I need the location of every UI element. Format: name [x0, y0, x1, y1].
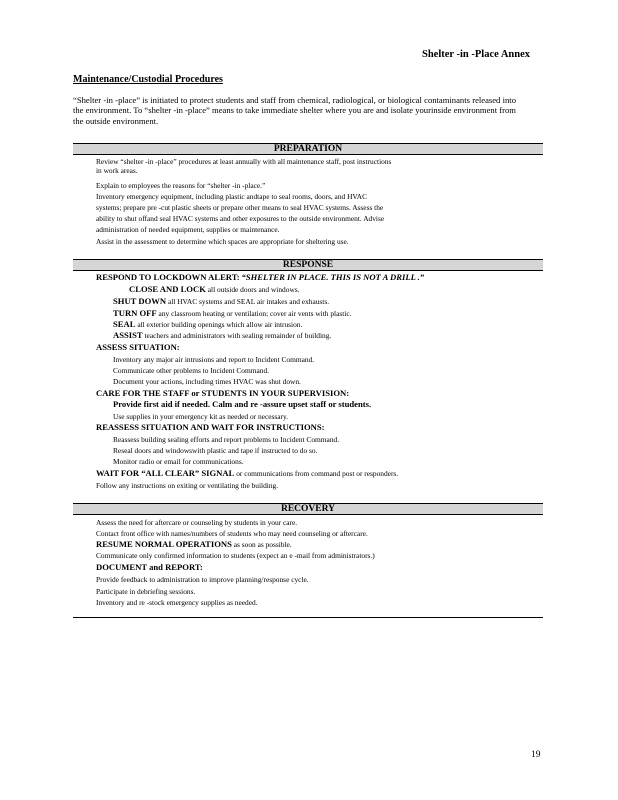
seal-label: SEAL — [113, 319, 136, 329]
follow-line: Follow any instructions on exiting or ventilating the building. — [96, 481, 279, 490]
shut-down-line — [113, 297, 329, 306]
prep-line: ability to shut offand seal HVAC systems and other exposures to the outside environment. Advise — [96, 214, 385, 223]
prep-line: Inventory emergency equipment, including plastic andtape to seal rooms, doors, and HVAC — [96, 192, 368, 201]
prep-line: administration of needed equipment, supplies or maintenance. — [96, 225, 280, 234]
shut-down-label: SHUT DOWN — [113, 296, 167, 306]
resume-heading: RESUME NORMAL OPERATIONS — [96, 539, 232, 549]
reassess-line: Reassess building sealing efforts and report problems to Incident Command. — [113, 435, 340, 444]
recovery-line: Participate in debriefing sessions. — [96, 587, 196, 596]
procedures-subheading: Maintenance/Custodial Procedures — [73, 74, 223, 85]
recovery-line: Inventory and re -stock emergency supplies as needed. — [96, 598, 258, 607]
recovery-title: RECOVERY — [280, 504, 336, 514]
intro-paragraph: “Shelter -in -place” is initiated to protect students and staff from chemical, radiological, or biological contaminants released into the environment. To “shelter -in -place” means to take immediate shelter where you are and isolate yourinside environment from the outside environment. — [73, 95, 516, 126]
shut-down-text: all HVAC systems and SEAL air intakes and exhausts. — [167, 297, 330, 306]
prep-line: Assist in the assessment to determine which spaces are appropriate for sheltering use. — [96, 237, 349, 246]
recovery-line: Assess the need for aftercare or counseling by students in your care. — [96, 518, 298, 527]
assess-line: Inventory any major air intrusions and report to Incident Command. — [113, 355, 315, 364]
close-lock-label: CLOSE AND LOCK — [129, 284, 206, 294]
care-line: Use supplies in your emergency kit as needed or necessary. — [113, 412, 289, 421]
recovery-line: Contact front office with names/numbers of students who may need counseling or aftercare. — [96, 529, 368, 538]
reassess-line: Reseal doors and windowswith plastic and tape if instructed to do so. — [113, 446, 318, 455]
page-number: 19 — [531, 750, 541, 760]
preparation-band — [73, 143, 543, 155]
turn-off-label: TURN OFF — [113, 308, 157, 318]
close-lock-line — [129, 285, 300, 294]
prep-line: Explain to employees the reasons for “shelter -in -place.” — [96, 181, 266, 190]
prep-line: in work areas. — [96, 166, 138, 175]
preparation-title: PREPARATION — [273, 144, 343, 154]
seal-line — [113, 320, 302, 329]
turn-off-text: any classroom heating or ventilation; cover air vents with plastic. — [158, 309, 352, 318]
wait-label: WAIT FOR “ALL CLEAR” SIGNAL — [96, 468, 235, 478]
response-title: RESPONSE — [282, 260, 334, 270]
care-heading: CARE FOR THE STAFF or STUDENTS IN YOUR SUPERVISION: — [96, 388, 350, 398]
turn-off-line — [113, 309, 351, 318]
recovery-line: Provide feedback to administration to improve planning/response cycle. — [96, 575, 309, 584]
shelter-alert-text: “SHELTER IN PLACE. THIS IS NOT A DRILL .” — [241, 272, 425, 282]
reassess-heading: REASSESS SITUATION AND WAIT FOR INSTRUCTIONS: — [96, 422, 325, 432]
assist-label: ASSIST — [113, 330, 143, 340]
respond-heading: RESPOND TO LOCKDOWN ALERT: — [96, 272, 240, 282]
assist-text: teachers and administrators with sealing remainder of building. — [144, 331, 332, 340]
seal-text: all exterior building openings which allow air intrusion. — [137, 320, 303, 329]
recovery-band — [73, 503, 543, 515]
assess-line: Document your actions, including times HVAC was shut down. — [113, 377, 301, 386]
document-heading: DOCUMENT and REPORT: — [96, 562, 203, 572]
response-band — [73, 259, 543, 271]
reassess-line: Monitor radio or email for communications. — [113, 457, 244, 466]
annex-title: Shelter -in -Place Annex — [421, 49, 530, 60]
wait-line — [96, 469, 398, 478]
resume-text: as soon as possible. — [233, 540, 292, 549]
assess-heading: ASSESS SITUATION: — [96, 342, 180, 352]
close-lock-text: all outside doors and windows. — [207, 285, 300, 294]
recovery-line: Communicate only confirmed information to students (expect an e -mail from administrators.) — [96, 551, 375, 560]
prep-line: Review “shelter -in -place” procedures at least annually with all maintenance staff, post instructions — [96, 157, 392, 166]
wait-text: or communications from command post or responders. — [236, 469, 399, 478]
assess-line: Communicate other problems to Incident Command. — [113, 366, 269, 375]
section-end-rule — [73, 617, 543, 618]
prep-line: systems; prepare pre -cut plastic sheets or prepare other means to seal HVAC systems. Assess the — [96, 203, 384, 212]
assist-line — [113, 331, 331, 340]
resume-line — [96, 540, 292, 549]
respond-line — [96, 273, 424, 282]
first-aid-line: Provide first aid if needed. Calm and re -assure upset staff or students. — [113, 399, 372, 409]
